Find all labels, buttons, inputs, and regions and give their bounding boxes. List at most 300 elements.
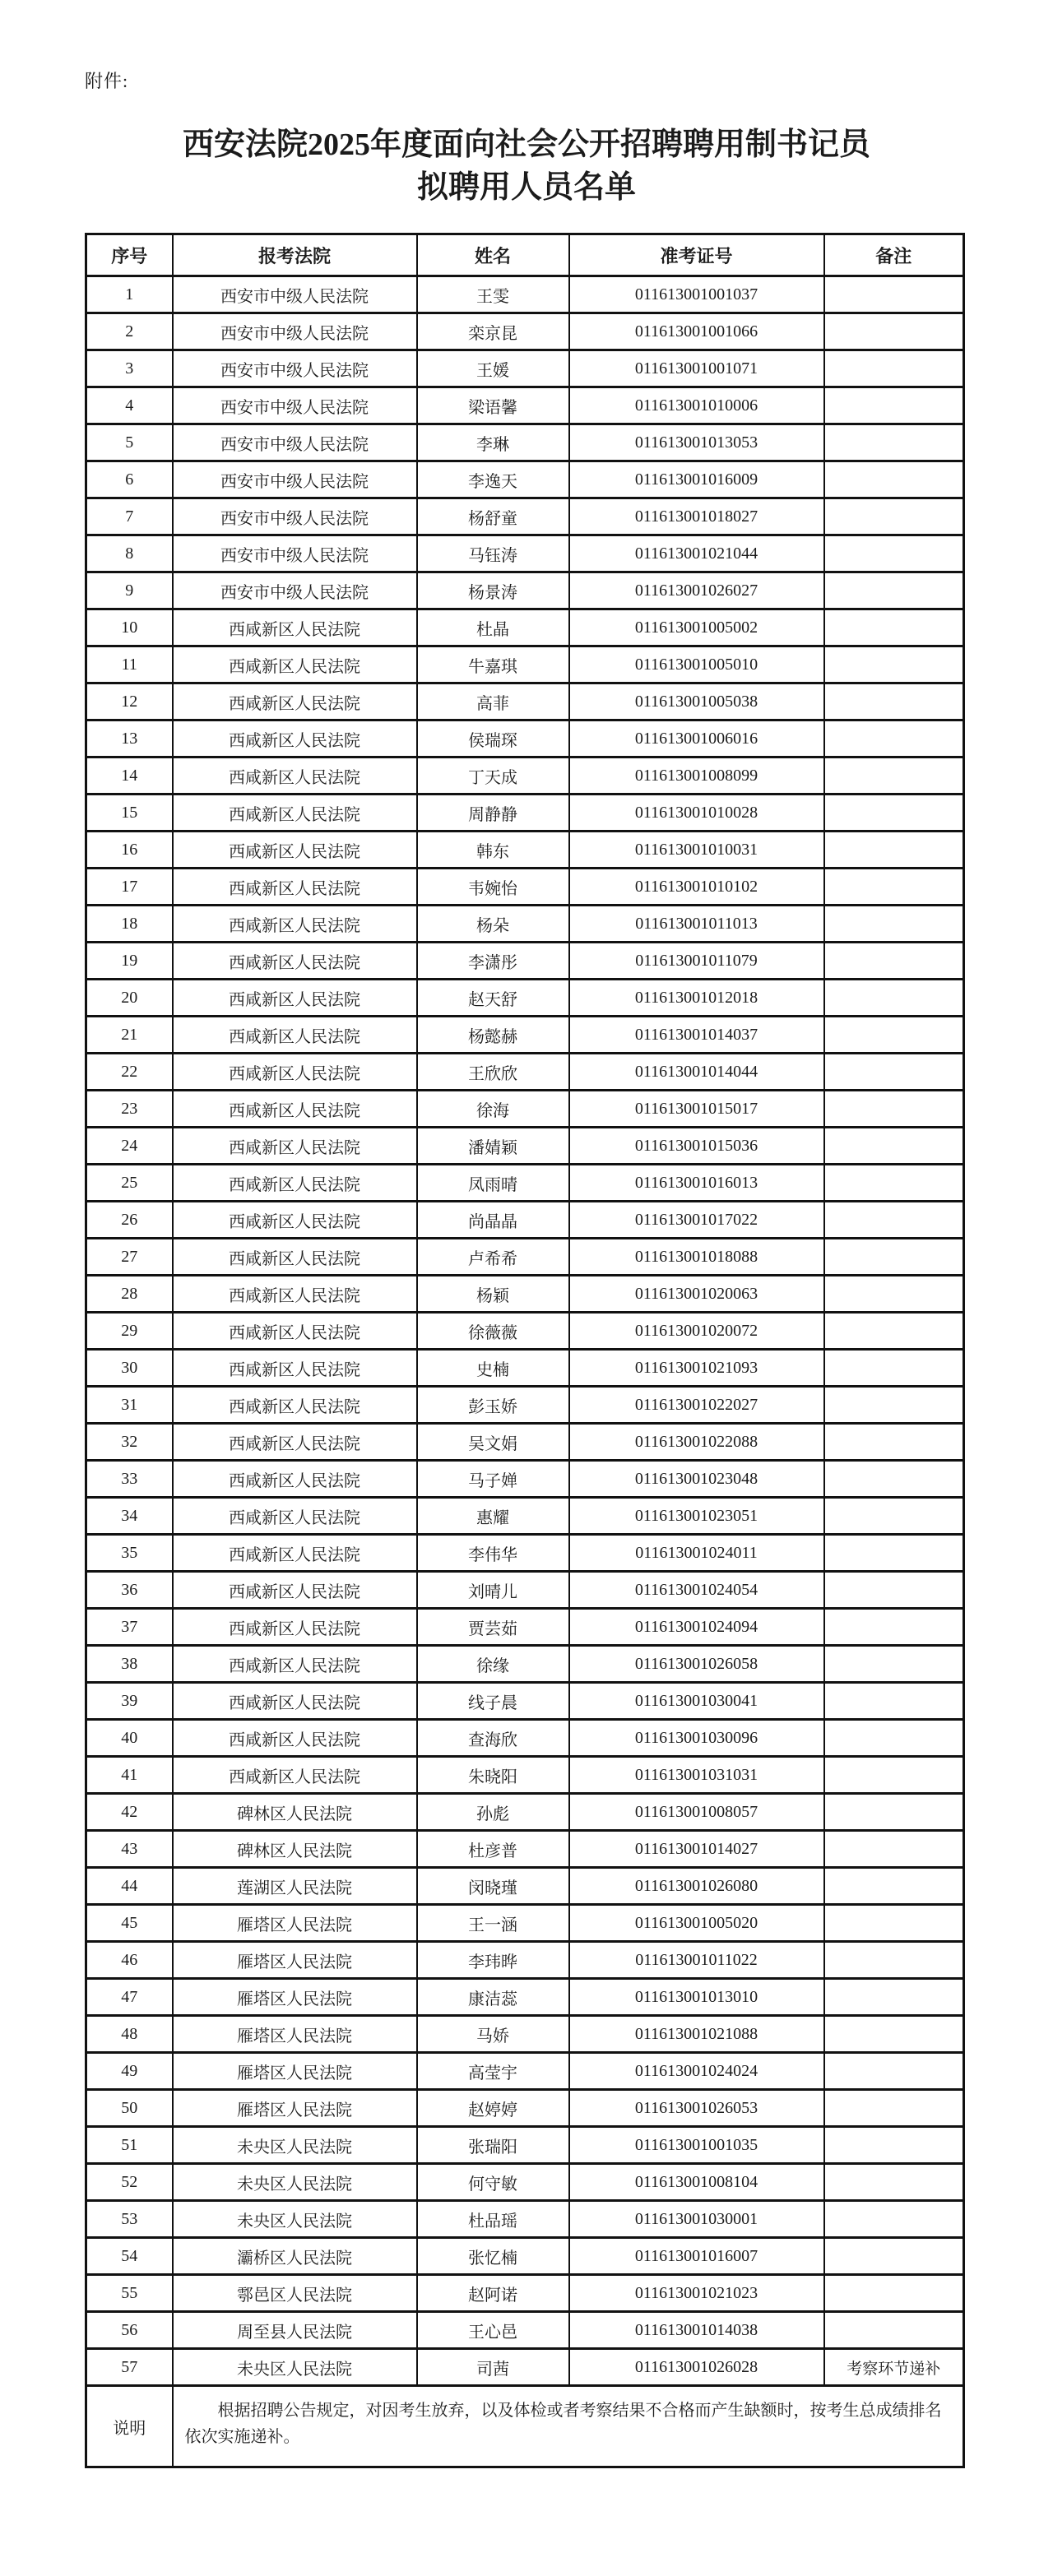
- remark: [824, 1905, 964, 1942]
- table-row: [86, 1942, 964, 1979]
- table-row: [86, 535, 964, 572]
- remark: [824, 1646, 964, 1683]
- page-title-line2: 拟聘用人员名单: [416, 170, 636, 205]
- remark: 考察环节递补: [824, 2349, 964, 2386]
- table-body: [86, 276, 964, 2386]
- person-name: 杨景涛: [417, 572, 569, 609]
- header-row: [86, 234, 964, 276]
- roster-table: [85, 233, 965, 2468]
- header-court-name: 报考法院: [173, 234, 417, 276]
- person-name: 闵晓瑾: [417, 1868, 569, 1905]
- ticket-number: 011613001030001: [569, 2201, 824, 2238]
- table-row: [86, 2127, 964, 2164]
- header-row-number: 序号: [86, 234, 173, 276]
- table-row: [86, 350, 964, 387]
- person-name: 线子晨: [417, 1683, 569, 1720]
- remark: [824, 1535, 964, 1572]
- court-name: 鄠邑区人民法院: [173, 2275, 417, 2312]
- ticket-number: 011613001016013: [569, 1165, 824, 1202]
- table-row: [86, 1683, 964, 1720]
- ticket-number: 011613001008099: [569, 758, 824, 795]
- row-number: 13: [86, 720, 173, 758]
- court-name: 西咸新区人民法院: [173, 1350, 417, 1387]
- court-name: 西咸新区人民法院: [173, 1683, 417, 1720]
- row-number: 27: [86, 1239, 173, 1276]
- person-name: 张忆楠: [417, 2238, 569, 2275]
- remark: [824, 1017, 964, 1054]
- court-name: 西咸新区人民法院: [173, 943, 417, 980]
- person-name: 李潇彤: [417, 943, 569, 980]
- table-row: [86, 1239, 964, 1276]
- row-number: 53: [86, 2201, 173, 2238]
- remark: [824, 1424, 964, 1461]
- court-name: 西咸新区人民法院: [173, 1609, 417, 1646]
- row-number: 47: [86, 1979, 173, 2016]
- row-number: 31: [86, 1387, 173, 1424]
- court-name: 西咸新区人民法院: [173, 1091, 417, 1128]
- remark: [824, 980, 964, 1017]
- ticket-number: 011613001010031: [569, 832, 824, 869]
- ticket-number: 011613001013053: [569, 424, 824, 461]
- row-number: 7: [86, 498, 173, 535]
- table-row: [86, 498, 964, 535]
- remark: [824, 1942, 964, 1979]
- ticket-number: 011613001026027: [569, 572, 824, 609]
- table-row: [86, 1794, 964, 1831]
- person-name: 查海欣: [417, 1720, 569, 1757]
- court-name: 西咸新区人民法院: [173, 1646, 417, 1683]
- row-number: 23: [86, 1091, 173, 1128]
- person-name: 王心邑: [417, 2312, 569, 2349]
- person-name: 卢希希: [417, 1239, 569, 1276]
- court-name: 未央区人民法院: [173, 2127, 417, 2164]
- ticket-number: 011613001017022: [569, 1202, 824, 1239]
- person-name: 马钰涛: [417, 535, 569, 572]
- remark: [824, 1831, 964, 1868]
- court-name: 西咸新区人民法院: [173, 832, 417, 869]
- person-name: 杨舒童: [417, 498, 569, 535]
- row-number: 11: [86, 646, 173, 683]
- row-number: 43: [86, 1831, 173, 1868]
- court-name: 未央区人民法院: [173, 2349, 417, 2386]
- row-number: 10: [86, 609, 173, 646]
- ticket-number: 011613001008057: [569, 1794, 824, 1831]
- remark: [824, 1350, 964, 1387]
- row-number: 20: [86, 980, 173, 1017]
- table-row: [86, 1498, 964, 1535]
- remark: [824, 1794, 964, 1831]
- court-name: 西咸新区人民法院: [173, 1202, 417, 1239]
- table-row: [86, 313, 964, 350]
- table-row: [86, 461, 964, 498]
- row-number: 9: [86, 572, 173, 609]
- row-number: 4: [86, 387, 173, 424]
- person-name: 康洁蕊: [417, 1979, 569, 2016]
- remark: [824, 906, 964, 943]
- header-person-name: 姓名: [417, 234, 569, 276]
- court-name: 西咸新区人民法院: [173, 1535, 417, 1572]
- court-name: 西安市中级人民法院: [173, 535, 417, 572]
- person-name: 徐薇薇: [417, 1313, 569, 1350]
- court-name: 西安市中级人民法院: [173, 276, 417, 313]
- row-number: 48: [86, 2016, 173, 2053]
- court-name: 雁塔区人民法院: [173, 2016, 417, 2053]
- table-row: [86, 906, 964, 943]
- remark: [824, 2275, 964, 2312]
- note-row: [86, 2386, 964, 2467]
- person-name: 孙彪: [417, 1794, 569, 1831]
- table-row: [86, 1646, 964, 1683]
- court-name: 碑林区人民法院: [173, 1831, 417, 1868]
- ticket-number: 011613001011013: [569, 906, 824, 943]
- ticket-number: 011613001001035: [569, 2127, 824, 2164]
- ticket-number: 011613001026053: [569, 2090, 824, 2127]
- remark: [824, 2016, 964, 2053]
- ticket-number: 011613001014027: [569, 1831, 824, 1868]
- table-row: [86, 1757, 964, 1794]
- row-number: 42: [86, 1794, 173, 1831]
- row-number: 37: [86, 1609, 173, 1646]
- table-row: [86, 1424, 964, 1461]
- row-number: 55: [86, 2275, 173, 2312]
- remark: [824, 498, 964, 535]
- row-number: 19: [86, 943, 173, 980]
- ticket-number: 011613001014038: [569, 2312, 824, 2349]
- ticket-number: 011613001001071: [569, 350, 824, 387]
- ticket-number: 011613001005010: [569, 646, 824, 683]
- remark: [824, 832, 964, 869]
- ticket-number: 011613001016007: [569, 2238, 824, 2275]
- table-row: [86, 1535, 964, 1572]
- row-number: 39: [86, 1683, 173, 1720]
- person-name: 杨颖: [417, 1276, 569, 1313]
- table-row: [86, 943, 964, 980]
- table-row: [86, 609, 964, 646]
- remark: [824, 1387, 964, 1424]
- ticket-number: 011613001010028: [569, 795, 824, 832]
- court-name: 西咸新区人民法院: [173, 1054, 417, 1091]
- court-name: 西咸新区人民法院: [173, 1313, 417, 1350]
- person-name: 张瑞阳: [417, 2127, 569, 2164]
- ticket-number: 011613001024024: [569, 2053, 824, 2090]
- ticket-number: 011613001018027: [569, 498, 824, 535]
- remark: [824, 1165, 964, 1202]
- ticket-number: 011613001022027: [569, 1387, 824, 1424]
- ticket-number: 011613001014044: [569, 1054, 824, 1091]
- person-name: 惠耀: [417, 1498, 569, 1535]
- remark: [824, 535, 964, 572]
- row-number: 57: [86, 2349, 173, 2386]
- remark: [824, 1202, 964, 1239]
- ticket-number: 011613001021088: [569, 2016, 824, 2053]
- person-name: 侯瑞琛: [417, 720, 569, 758]
- ticket-number: 011613001030041: [569, 1683, 824, 1720]
- court-name: 西咸新区人民法院: [173, 683, 417, 720]
- table-header: [86, 234, 964, 276]
- ticket-number: 011613001024094: [569, 1609, 824, 1646]
- person-name: 徐缘: [417, 1646, 569, 1683]
- row-number: 30: [86, 1350, 173, 1387]
- row-number: 2: [86, 313, 173, 350]
- person-name: 王媛: [417, 350, 569, 387]
- row-number: 18: [86, 906, 173, 943]
- court-name: 西安市中级人民法院: [173, 572, 417, 609]
- table-row: [86, 2238, 964, 2275]
- table-row: [86, 1905, 964, 1942]
- table-footer: [86, 2386, 964, 2467]
- table-row: [86, 2349, 964, 2386]
- table-row: [86, 1128, 964, 1165]
- page-title-line1: 西安法院2025年度面向社会公开招聘聘用制书记员: [182, 127, 870, 162]
- table-row: [86, 795, 964, 832]
- court-name: 西咸新区人民法院: [173, 1387, 417, 1424]
- remark: [824, 1128, 964, 1165]
- person-name: 周静静: [417, 795, 569, 832]
- ticket-number: 011613001005038: [569, 683, 824, 720]
- person-name: 王欣欣: [417, 1054, 569, 1091]
- court-name: 西安市中级人民法院: [173, 461, 417, 498]
- court-name: 西咸新区人民法院: [173, 1276, 417, 1313]
- remark: [824, 1868, 964, 1905]
- court-name: 西咸新区人民法院: [173, 980, 417, 1017]
- remark: [824, 2090, 964, 2127]
- person-name: 高菲: [417, 683, 569, 720]
- note-text: 根据招聘公告规定，对因考生放弃，以及体检或者考察结果不合格而产生缺额时，按考生总成绩排名依次实施递补。: [173, 2386, 964, 2467]
- ticket-number: 011613001018088: [569, 1239, 824, 1276]
- person-name: 潘婧颖: [417, 1128, 569, 1165]
- ticket-number: 011613001021093: [569, 1350, 824, 1387]
- remark: [824, 1979, 964, 2016]
- row-number: 38: [86, 1646, 173, 1683]
- person-name: 李逸天: [417, 461, 569, 498]
- table-row: [86, 758, 964, 795]
- court-name: 雁塔区人民法院: [173, 1979, 417, 2016]
- remark: [824, 869, 964, 906]
- row-number: 44: [86, 1868, 173, 1905]
- ticket-number: 011613001026058: [569, 1646, 824, 1683]
- person-name: 李玮晔: [417, 1942, 569, 1979]
- court-name: 未央区人民法院: [173, 2164, 417, 2201]
- row-number: 40: [86, 1720, 173, 1757]
- person-name: 凤雨晴: [417, 1165, 569, 1202]
- row-number: 52: [86, 2164, 173, 2201]
- court-name: 莲湖区人民法院: [173, 1868, 417, 1905]
- ticket-number: 011613001006016: [569, 720, 824, 758]
- table-row: [86, 1313, 964, 1350]
- table-row: [86, 1350, 964, 1387]
- person-name: 杜晶: [417, 609, 569, 646]
- table-row: [86, 1017, 964, 1054]
- header-remark: 备注: [824, 234, 964, 276]
- remark: [824, 276, 964, 313]
- person-name: 赵婷婷: [417, 2090, 569, 2127]
- table-row: [86, 276, 964, 313]
- court-name: 周至县人民法院: [173, 2312, 417, 2349]
- remark: [824, 2053, 964, 2090]
- person-name: 司茜: [417, 2349, 569, 2386]
- court-name: 西咸新区人民法院: [173, 795, 417, 832]
- court-name: 西咸新区人民法院: [173, 906, 417, 943]
- table-row: [86, 2090, 964, 2127]
- person-name: 李伟华: [417, 1535, 569, 1572]
- court-name: 西安市中级人民法院: [173, 498, 417, 535]
- remark: [824, 683, 964, 720]
- table-row: [86, 1091, 964, 1128]
- court-name: 西咸新区人民法院: [173, 1498, 417, 1535]
- remark: [824, 758, 964, 795]
- row-number: 50: [86, 2090, 173, 2127]
- court-name: 西安市中级人民法院: [173, 387, 417, 424]
- row-number: 12: [86, 683, 173, 720]
- ticket-number: 011613001024011: [569, 1535, 824, 1572]
- court-name: 西安市中级人民法院: [173, 350, 417, 387]
- court-name: 西咸新区人民法院: [173, 646, 417, 683]
- court-name: 西咸新区人民法院: [173, 720, 417, 758]
- row-number: 17: [86, 869, 173, 906]
- row-number: 41: [86, 1757, 173, 1794]
- person-name: 贾芸茹: [417, 1609, 569, 1646]
- row-number: 29: [86, 1313, 173, 1350]
- ticket-number: 011613001021023: [569, 2275, 824, 2312]
- row-number: 49: [86, 2053, 173, 2090]
- table-row: [86, 720, 964, 758]
- remark: [824, 1720, 964, 1757]
- ticket-number: 011613001026028: [569, 2349, 824, 2386]
- remark: [824, 1683, 964, 1720]
- person-name: 栾京昆: [417, 313, 569, 350]
- table-row: [86, 1979, 964, 2016]
- person-name: 尚晶晶: [417, 1202, 569, 1239]
- court-name: 西咸新区人民法院: [173, 1720, 417, 1757]
- person-name: 杨懿赫: [417, 1017, 569, 1054]
- remark: [824, 461, 964, 498]
- remark: [824, 1498, 964, 1535]
- table-row: [86, 424, 964, 461]
- ticket-number: 011613001011079: [569, 943, 824, 980]
- court-name: 西咸新区人民法院: [173, 1461, 417, 1498]
- table-row: [86, 1461, 964, 1498]
- row-number: 35: [86, 1535, 173, 1572]
- court-name: 西咸新区人民法院: [173, 609, 417, 646]
- row-number: 32: [86, 1424, 173, 1461]
- row-number: 25: [86, 1165, 173, 1202]
- person-name: 杜品瑶: [417, 2201, 569, 2238]
- remark: [824, 350, 964, 387]
- table-row: [86, 1276, 964, 1313]
- ticket-number: 011613001026080: [569, 1868, 824, 1905]
- table-row: [86, 1572, 964, 1609]
- person-name: 杜彦普: [417, 1831, 569, 1868]
- court-name: 西咸新区人民法院: [173, 1757, 417, 1794]
- row-number: 33: [86, 1461, 173, 1498]
- ticket-number: 011613001013010: [569, 1979, 824, 2016]
- row-number: 14: [86, 758, 173, 795]
- remark: [824, 572, 964, 609]
- note-label: 说明: [86, 2386, 173, 2467]
- remark: [824, 387, 964, 424]
- ticket-number: 011613001031031: [569, 1757, 824, 1794]
- table-row: [86, 1054, 964, 1091]
- row-number: 16: [86, 832, 173, 869]
- ticket-number: 011613001014037: [569, 1017, 824, 1054]
- remark: [824, 313, 964, 350]
- table-row: [86, 1387, 964, 1424]
- person-name: 高莹宇: [417, 2053, 569, 2090]
- table-row: [86, 2053, 964, 2090]
- row-number: 45: [86, 1905, 173, 1942]
- table-row: [86, 387, 964, 424]
- court-name: 西安市中级人民法院: [173, 313, 417, 350]
- remark: [824, 2164, 964, 2201]
- court-name: 雁塔区人民法院: [173, 1905, 417, 1942]
- remark: [824, 1461, 964, 1498]
- row-number: 8: [86, 535, 173, 572]
- remark: [824, 1054, 964, 1091]
- person-name: 赵天舒: [417, 980, 569, 1017]
- ticket-number: 011613001001066: [569, 313, 824, 350]
- row-number: 24: [86, 1128, 173, 1165]
- table-row: [86, 2275, 964, 2312]
- court-name: 西咸新区人民法院: [173, 869, 417, 906]
- remark: [824, 2238, 964, 2275]
- remark: [824, 795, 964, 832]
- row-number: 22: [86, 1054, 173, 1091]
- ticket-number: 011613001016009: [569, 461, 824, 498]
- remark: [824, 1239, 964, 1276]
- person-name: 徐海: [417, 1091, 569, 1128]
- table-row: [86, 646, 964, 683]
- table-row: [86, 832, 964, 869]
- row-number: 54: [86, 2238, 173, 2275]
- person-name: 何守敏: [417, 2164, 569, 2201]
- court-name: 西安市中级人民法院: [173, 424, 417, 461]
- court-name: 雁塔区人民法院: [173, 2090, 417, 2127]
- row-number: 5: [86, 424, 173, 461]
- row-number: 1: [86, 276, 173, 313]
- row-number: 51: [86, 2127, 173, 2164]
- remark: [824, 2127, 964, 2164]
- table-row: [86, 1202, 964, 1239]
- person-name: 牛嘉琪: [417, 646, 569, 683]
- ticket-number: 011613001012018: [569, 980, 824, 1017]
- court-name: 未央区人民法院: [173, 2201, 417, 2238]
- person-name: 王雯: [417, 276, 569, 313]
- ticket-number: 011613001008104: [569, 2164, 824, 2201]
- court-name: 西咸新区人民法院: [173, 1572, 417, 1609]
- ticket-number: 011613001020063: [569, 1276, 824, 1313]
- court-name: 西咸新区人民法院: [173, 758, 417, 795]
- court-name: 雁塔区人民法院: [173, 1942, 417, 1979]
- row-number: 28: [86, 1276, 173, 1313]
- remark: [824, 943, 964, 980]
- attachment-label: 附件:: [85, 71, 129, 91]
- person-name: 丁天成: [417, 758, 569, 795]
- person-name: 韦婉怡: [417, 869, 569, 906]
- court-name: 西咸新区人民法院: [173, 1128, 417, 1165]
- remark: [824, 2201, 964, 2238]
- table-row: [86, 980, 964, 1017]
- row-number: 15: [86, 795, 173, 832]
- row-number: 46: [86, 1942, 173, 1979]
- person-name: 李琳: [417, 424, 569, 461]
- remark: [824, 424, 964, 461]
- court-name: 西咸新区人民法院: [173, 1424, 417, 1461]
- ticket-number: 011613001020072: [569, 1313, 824, 1350]
- ticket-number: 011613001010102: [569, 869, 824, 906]
- table-row: [86, 572, 964, 609]
- table-row: [86, 2164, 964, 2201]
- remark: [824, 646, 964, 683]
